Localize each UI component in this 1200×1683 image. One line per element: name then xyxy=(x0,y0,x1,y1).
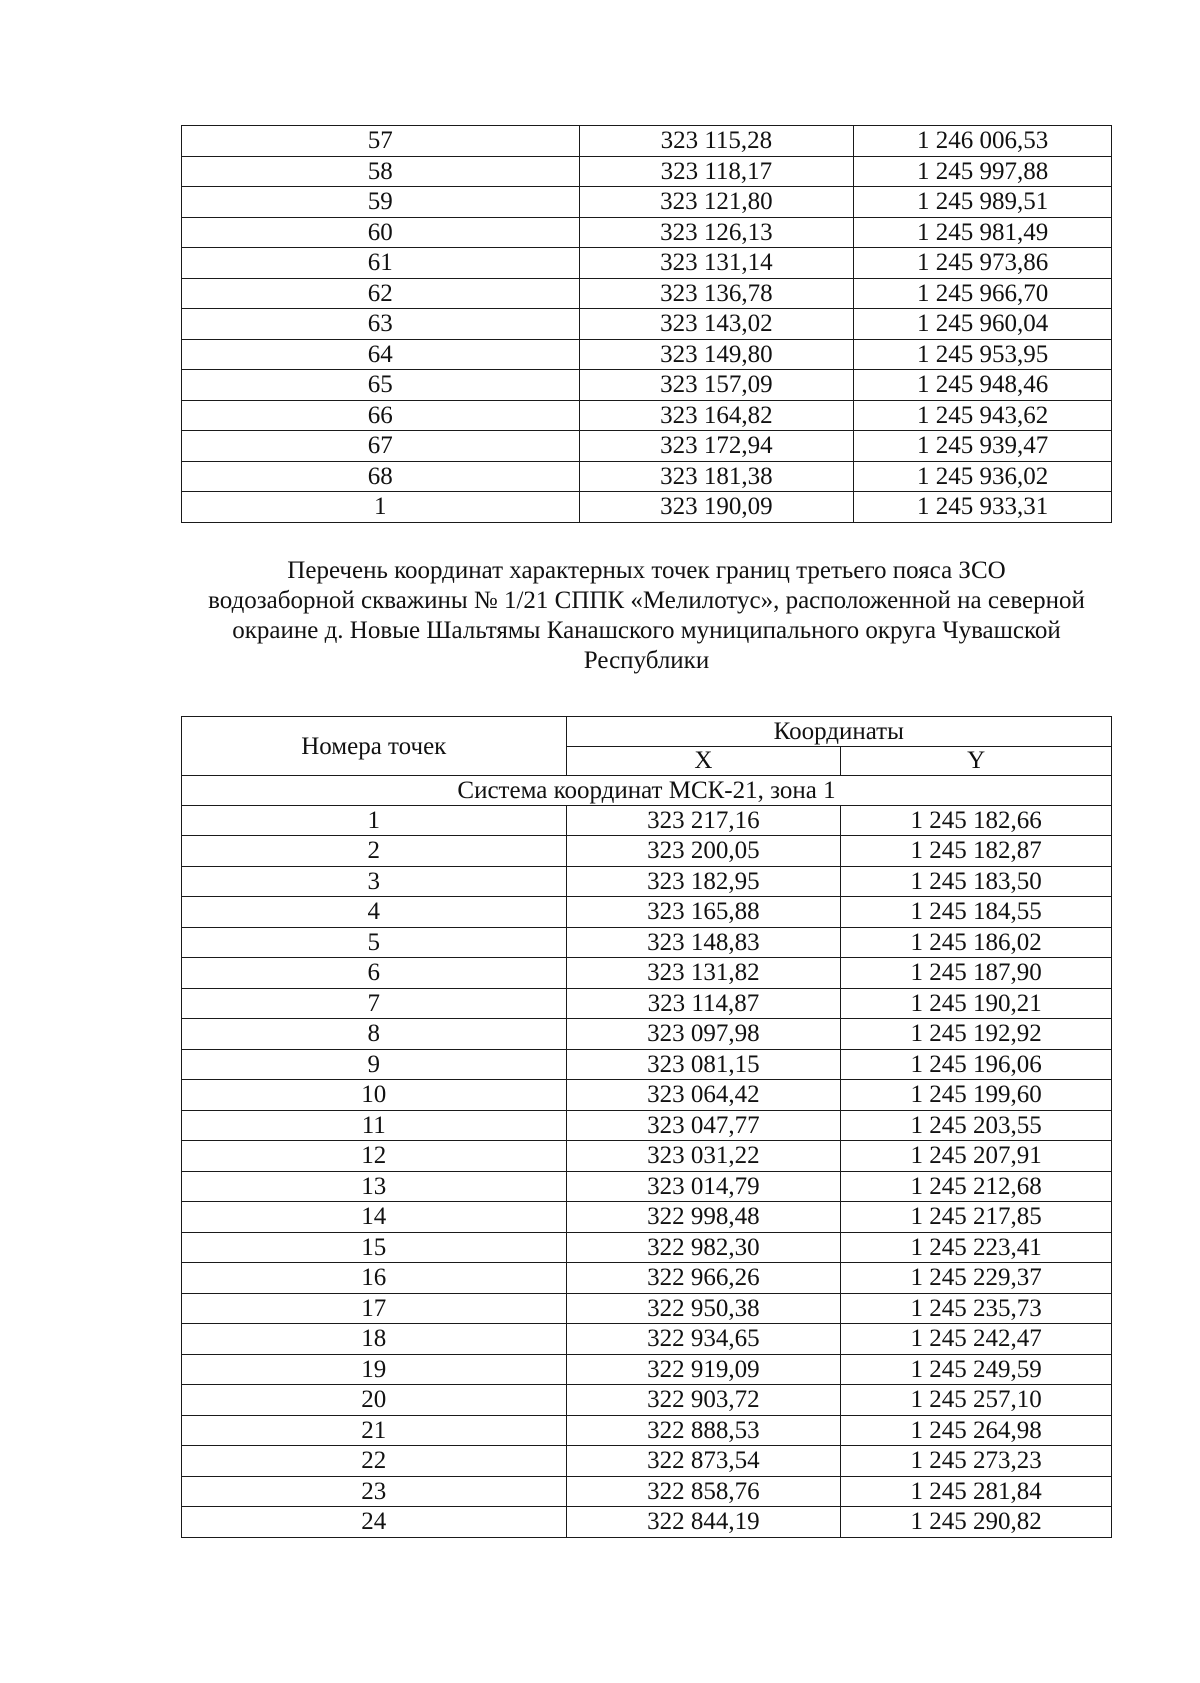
x-coordinate-cell: 323 217,16 xyxy=(566,805,841,836)
x-coordinate-cell: 323 031,22 xyxy=(566,1141,841,1172)
x-coordinate-cell: 322 888,53 xyxy=(566,1415,841,1446)
y-coordinate-cell: 1 245 229,37 xyxy=(841,1263,1112,1294)
y-coordinate-cell: 1 245 290,82 xyxy=(841,1507,1112,1538)
x-coordinate-cell: 323 064,42 xyxy=(566,1080,841,1111)
x-coordinate-cell: 323 126,13 xyxy=(579,217,854,248)
point-number-cell: 17 xyxy=(182,1293,567,1324)
x-coordinate-cell: 322 903,72 xyxy=(566,1385,841,1416)
x-coordinate-cell: 323 165,88 xyxy=(566,897,841,928)
x-coordinate-cell: 322 966,26 xyxy=(566,1263,841,1294)
point-number-cell: 61 xyxy=(182,248,580,279)
table-row xyxy=(182,1019,1112,1050)
point-number-cell: 13 xyxy=(182,1171,567,1202)
point-number-cell: 6 xyxy=(182,958,567,989)
x-coordinate-cell: 322 950,38 xyxy=(566,1293,841,1324)
x-coordinate-cell: 322 873,54 xyxy=(566,1446,841,1477)
y-coordinate-cell: 1 245 182,66 xyxy=(841,805,1112,836)
x-coordinate-cell: 323 136,78 xyxy=(579,278,854,309)
table-row xyxy=(182,1141,1112,1172)
coordinates-table-continued-body xyxy=(182,126,1112,523)
y-coordinate-cell: 1 245 257,10 xyxy=(841,1385,1112,1416)
y-coordinate-cell: 1 245 936,02 xyxy=(854,461,1112,492)
x-coordinate-cell: 323 121,80 xyxy=(579,187,854,218)
table-row xyxy=(182,400,1112,431)
y-coordinate-cell: 1 245 217,85 xyxy=(841,1202,1112,1233)
x-coordinate-cell: 322 844,19 xyxy=(566,1507,841,1538)
y-coordinate-cell: 1 245 207,91 xyxy=(841,1141,1112,1172)
caption-line: водозаборной скважины № 1/21 СППК «Мелилотус», расположенной на северной xyxy=(208,587,1085,614)
x-coordinate-cell: 323 115,28 xyxy=(579,126,854,157)
y-coordinate-cell: 1 245 235,73 xyxy=(841,1293,1112,1324)
table-row xyxy=(182,1110,1112,1141)
x-coordinate-cell: 323 131,14 xyxy=(579,248,854,279)
table-row xyxy=(182,836,1112,867)
coordinates-table-continued xyxy=(181,125,1112,523)
point-number-cell: 59 xyxy=(182,187,580,218)
point-number-cell: 2 xyxy=(182,836,567,867)
point-number-cell: 11 xyxy=(182,1110,567,1141)
table-row xyxy=(182,958,1112,989)
table-row xyxy=(182,1171,1112,1202)
table-row xyxy=(182,897,1112,928)
point-number-cell: 68 xyxy=(182,461,580,492)
point-number-cell: 65 xyxy=(182,370,580,401)
table-row xyxy=(182,1080,1112,1111)
table-row xyxy=(182,370,1112,401)
x-coordinate-cell: 323 172,94 xyxy=(579,431,854,462)
caption-line: Перечень координат характерных точек границ третьего пояса ЗСО xyxy=(287,557,1006,584)
x-coordinate-cell: 323 200,05 xyxy=(566,836,841,867)
table-row xyxy=(182,492,1112,523)
table-row xyxy=(182,431,1112,462)
y-coordinate-cell: 1 245 184,55 xyxy=(841,897,1112,928)
point-number-cell: 58 xyxy=(182,156,580,187)
x-coordinate-cell: 323 047,77 xyxy=(566,1110,841,1141)
coordinate-system-row: Система координат МСК-21, зона 1 xyxy=(182,776,1112,806)
point-number-cell: 63 xyxy=(182,309,580,340)
x-coordinate-cell: 323 148,83 xyxy=(566,927,841,958)
table-row xyxy=(182,309,1112,340)
table-row xyxy=(182,805,1112,836)
table-row xyxy=(182,866,1112,897)
table-row xyxy=(182,278,1112,309)
y-coordinate-cell: 1 246 006,53 xyxy=(854,126,1112,157)
y-coordinate-cell: 1 245 192,92 xyxy=(841,1019,1112,1050)
y-coordinate-cell: 1 245 190,21 xyxy=(841,988,1112,1019)
x-coordinate-cell: 323 143,02 xyxy=(579,309,854,340)
table-row xyxy=(182,461,1112,492)
caption-line: окраине д. Новые Шальтямы Канашского муниципального округа Чувашской xyxy=(232,617,1061,644)
y-coordinate-cell: 1 245 973,86 xyxy=(854,248,1112,279)
y-coordinate-cell: 1 245 966,70 xyxy=(854,278,1112,309)
y-coordinate-cell: 1 245 953,95 xyxy=(854,339,1112,370)
point-number-cell: 62 xyxy=(182,278,580,309)
y-coordinate-cell: 1 245 183,50 xyxy=(841,866,1112,897)
table-row xyxy=(182,1507,1112,1538)
header-point-numbers: Номера точек xyxy=(182,717,567,776)
point-number-cell: 60 xyxy=(182,217,580,248)
x-coordinate-cell: 322 998,48 xyxy=(566,1202,841,1233)
x-coordinate-cell: 323 131,82 xyxy=(566,958,841,989)
y-coordinate-cell: 1 245 981,49 xyxy=(854,217,1112,248)
table-row xyxy=(182,126,1112,157)
point-number-cell: 23 xyxy=(182,1476,567,1507)
x-coordinate-cell: 323 182,95 xyxy=(566,866,841,897)
table-row xyxy=(182,927,1112,958)
point-number-cell: 7 xyxy=(182,988,567,1019)
y-coordinate-cell: 1 245 249,59 xyxy=(841,1354,1112,1385)
x-coordinate-cell: 322 858,76 xyxy=(566,1476,841,1507)
y-coordinate-cell: 1 245 264,98 xyxy=(841,1415,1112,1446)
point-number-cell: 20 xyxy=(182,1385,567,1416)
x-coordinate-cell: 323 190,09 xyxy=(579,492,854,523)
point-number-cell: 67 xyxy=(182,431,580,462)
table-row xyxy=(182,156,1112,187)
y-coordinate-cell: 1 245 939,47 xyxy=(854,431,1112,462)
table-row xyxy=(182,217,1112,248)
header-x: X xyxy=(566,746,841,776)
y-coordinate-cell: 1 245 273,23 xyxy=(841,1446,1112,1477)
third-zone-coordinates-table xyxy=(181,716,1112,1538)
table-row xyxy=(182,1263,1112,1294)
x-coordinate-cell: 323 118,17 xyxy=(579,156,854,187)
y-coordinate-cell: 1 245 242,47 xyxy=(841,1324,1112,1355)
table-caption xyxy=(181,556,1112,676)
point-number-cell: 4 xyxy=(182,897,567,928)
y-coordinate-cell: 1 245 948,46 xyxy=(854,370,1112,401)
point-number-cell: 14 xyxy=(182,1202,567,1233)
x-coordinate-cell: 323 014,79 xyxy=(566,1171,841,1202)
table-row xyxy=(182,1293,1112,1324)
point-number-cell: 12 xyxy=(182,1141,567,1172)
y-coordinate-cell: 1 245 933,31 xyxy=(854,492,1112,523)
table-row xyxy=(182,1476,1112,1507)
point-number-cell: 18 xyxy=(182,1324,567,1355)
point-number-cell: 57 xyxy=(182,126,580,157)
table-row xyxy=(182,1232,1112,1263)
table-row xyxy=(182,187,1112,218)
point-number-cell: 9 xyxy=(182,1049,567,1080)
y-coordinate-cell: 1 245 196,06 xyxy=(841,1049,1112,1080)
point-number-cell: 3 xyxy=(182,866,567,897)
y-coordinate-cell: 1 245 186,02 xyxy=(841,927,1112,958)
y-coordinate-cell: 1 245 997,88 xyxy=(854,156,1112,187)
y-coordinate-cell: 1 245 960,04 xyxy=(854,309,1112,340)
y-coordinate-cell: 1 245 199,60 xyxy=(841,1080,1112,1111)
table-row xyxy=(182,1049,1112,1080)
x-coordinate-cell: 322 919,09 xyxy=(566,1354,841,1385)
point-number-cell: 64 xyxy=(182,339,580,370)
y-coordinate-cell: 1 245 212,68 xyxy=(841,1171,1112,1202)
point-number-cell: 66 xyxy=(182,400,580,431)
table-row xyxy=(182,1324,1112,1355)
y-coordinate-cell: 1 245 182,87 xyxy=(841,836,1112,867)
x-coordinate-cell: 323 181,38 xyxy=(579,461,854,492)
header-coordinates: Координаты xyxy=(566,717,1111,747)
table-row xyxy=(182,988,1112,1019)
point-number-cell: 24 xyxy=(182,1507,567,1538)
point-number-cell: 10 xyxy=(182,1080,567,1111)
table-row xyxy=(182,1415,1112,1446)
y-coordinate-cell: 1 245 943,62 xyxy=(854,400,1112,431)
point-number-cell: 1 xyxy=(182,805,567,836)
x-coordinate-cell: 323 097,98 xyxy=(566,1019,841,1050)
point-number-cell: 1 xyxy=(182,492,580,523)
point-number-cell: 15 xyxy=(182,1232,567,1263)
table-row xyxy=(182,1446,1112,1477)
table-row xyxy=(182,1202,1112,1233)
x-coordinate-cell: 323 149,80 xyxy=(579,339,854,370)
x-coordinate-cell: 323 114,87 xyxy=(566,988,841,1019)
table-row xyxy=(182,1354,1112,1385)
third-zone-coordinates-body xyxy=(182,805,1112,1537)
y-coordinate-cell: 1 245 989,51 xyxy=(854,187,1112,218)
point-number-cell: 16 xyxy=(182,1263,567,1294)
point-number-cell: 22 xyxy=(182,1446,567,1477)
x-coordinate-cell: 322 934,65 xyxy=(566,1324,841,1355)
x-coordinate-cell: 323 157,09 xyxy=(579,370,854,401)
x-coordinate-cell: 322 982,30 xyxy=(566,1232,841,1263)
table-row xyxy=(182,1385,1112,1416)
caption-line: Республики xyxy=(583,647,710,674)
header-y: Y xyxy=(841,746,1112,776)
table-row xyxy=(182,248,1112,279)
y-coordinate-cell: 1 245 281,84 xyxy=(841,1476,1112,1507)
y-coordinate-cell: 1 245 223,41 xyxy=(841,1232,1112,1263)
point-number-cell: 8 xyxy=(182,1019,567,1050)
y-coordinate-cell: 1 245 203,55 xyxy=(841,1110,1112,1141)
x-coordinate-cell: 323 081,15 xyxy=(566,1049,841,1080)
x-coordinate-cell: 323 164,82 xyxy=(579,400,854,431)
point-number-cell: 21 xyxy=(182,1415,567,1446)
point-number-cell: 19 xyxy=(182,1354,567,1385)
y-coordinate-cell: 1 245 187,90 xyxy=(841,958,1112,989)
table-row xyxy=(182,339,1112,370)
point-number-cell: 5 xyxy=(182,927,567,958)
